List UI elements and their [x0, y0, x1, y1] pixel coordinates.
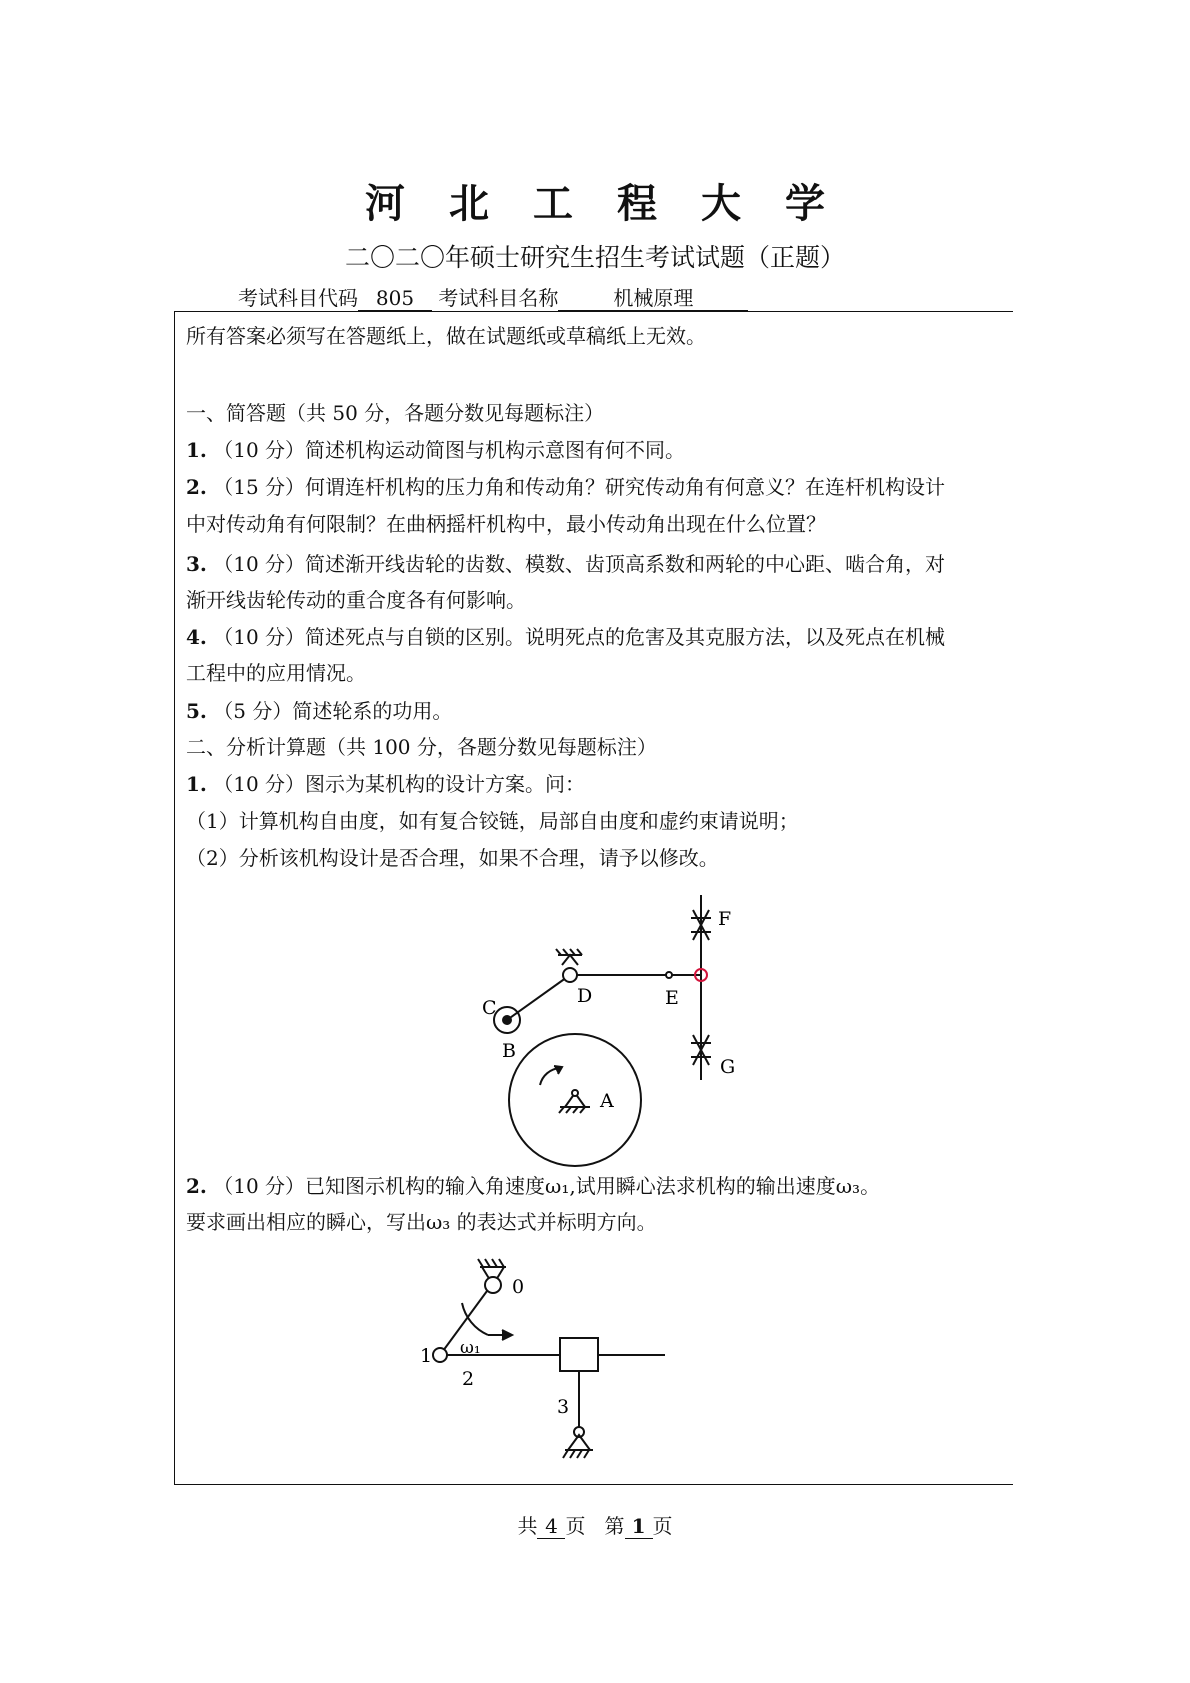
question-1-3-cont: 渐开线齿轮传动的重合度各有何影响。	[186, 588, 526, 612]
footer-page-suffix: 页	[565, 1514, 586, 1538]
label-e: E	[665, 987, 679, 1009]
section1-heading: 一、简答题（共 50 分，各题分数见每题标注）	[186, 401, 605, 425]
disk-b	[509, 1034, 641, 1166]
question-1-1	[186, 434, 685, 463]
question-text: （15 分）何谓连杆机构的压力角和传动角？研究传动角有何意义？在连杆机构设计	[213, 475, 946, 499]
footer-current-suffix: 页	[652, 1514, 673, 1538]
mechanism-figure-2	[420, 1255, 690, 1470]
slider-block	[560, 1338, 598, 1371]
footer-current-page: 1	[625, 1514, 653, 1539]
joint-1	[433, 1348, 447, 1362]
question-text: （5 分）简述轮系的功用。	[213, 699, 453, 723]
question-1-2	[186, 471, 945, 500]
label-f: F	[718, 908, 732, 930]
question-2-2	[186, 1170, 880, 1199]
label-0: 0	[512, 1276, 525, 1298]
label-b: B	[502, 1040, 516, 1062]
subject-line	[238, 282, 748, 311]
label-g: G	[720, 1056, 736, 1078]
pivot-d	[563, 968, 577, 982]
university-name: 河北工程大学	[365, 180, 869, 227]
question-1-3	[186, 548, 945, 577]
question-number: 1.	[186, 438, 207, 462]
question-number: 1.	[186, 772, 207, 796]
notice: 所有答案必须写在答题纸上，做在试题纸或草稿纸上无效。	[186, 324, 706, 348]
label-omega: ω₁	[460, 1338, 481, 1358]
label-1: 1	[420, 1345, 433, 1367]
subject-name-label: 考试科目名称	[438, 286, 559, 310]
question-1-2-cont: 中对传动角有何限制？在曲柄摇杆机构中，最小传动角出现在什么位置？	[186, 512, 826, 536]
question-text: （10 分）已知图示机构的输入角速度ω₁,试用瞬心法求机构的输出速度ω₃。	[213, 1174, 881, 1198]
section2-heading: 二、分析计算题（共 100 分，各题分数见每题标注）	[186, 735, 657, 759]
footer-total-pages: 4	[537, 1514, 565, 1539]
label-d: D	[577, 985, 593, 1007]
question-number: 2.	[186, 475, 207, 499]
page-footer	[0, 1510, 1190, 1539]
question-2-1	[186, 768, 585, 797]
label-2: 2	[462, 1368, 475, 1390]
label-c: C	[482, 997, 497, 1019]
subject-code-label: 考试科目代码	[238, 286, 358, 310]
question-2-1-sub1: （1）计算机构自由度，如有复合铰链，局部自由度和虚约束请说明；	[186, 809, 799, 833]
subject-name: 机械原理	[558, 286, 748, 311]
question-1-4-cont: 工程中的应用情况。	[186, 661, 366, 685]
question-text: （10 分）简述渐开线齿轮的齿数、模数、齿顶高系数和两轮的中心距、啮合角，对	[213, 552, 946, 576]
joint-e	[666, 972, 672, 978]
question-text: （10 分）图示为某机构的设计方案。问：	[213, 772, 586, 796]
label-a: A	[600, 1090, 614, 1112]
question-number: 5.	[186, 699, 207, 723]
question-2-2-cont: 要求画出相应的瞬心，写出ω₃ 的表达式并标明方向。	[186, 1210, 657, 1234]
question-2-1-sub2: （2）分析该机构设计是否合理，如果不合理，请予以修改。	[186, 846, 719, 870]
question-number: 3.	[186, 552, 207, 576]
link-cd	[507, 975, 570, 1020]
subject-code: 805	[358, 286, 432, 311]
label-3: 3	[557, 1396, 570, 1418]
pivot-0	[485, 1277, 501, 1293]
exam-title: 二〇二〇年硕士研究生招生考试试题（正题）	[344, 243, 845, 272]
question-number: 4.	[186, 625, 207, 649]
question-1-5	[186, 695, 452, 724]
mechanism-figure-1	[450, 880, 770, 1170]
footer-total-prefix: 共	[517, 1514, 538, 1538]
question-1-4	[186, 621, 945, 650]
question-number: 2.	[186, 1174, 207, 1198]
question-text: （10 分）简述机构运动简图与机构示意图有何不同。	[213, 438, 686, 462]
footer-current-prefix: 第	[604, 1514, 625, 1538]
question-text: （10 分）简述死点与自锁的区别。说明死点的危害及其克服方法，以及死点在机械	[213, 625, 946, 649]
